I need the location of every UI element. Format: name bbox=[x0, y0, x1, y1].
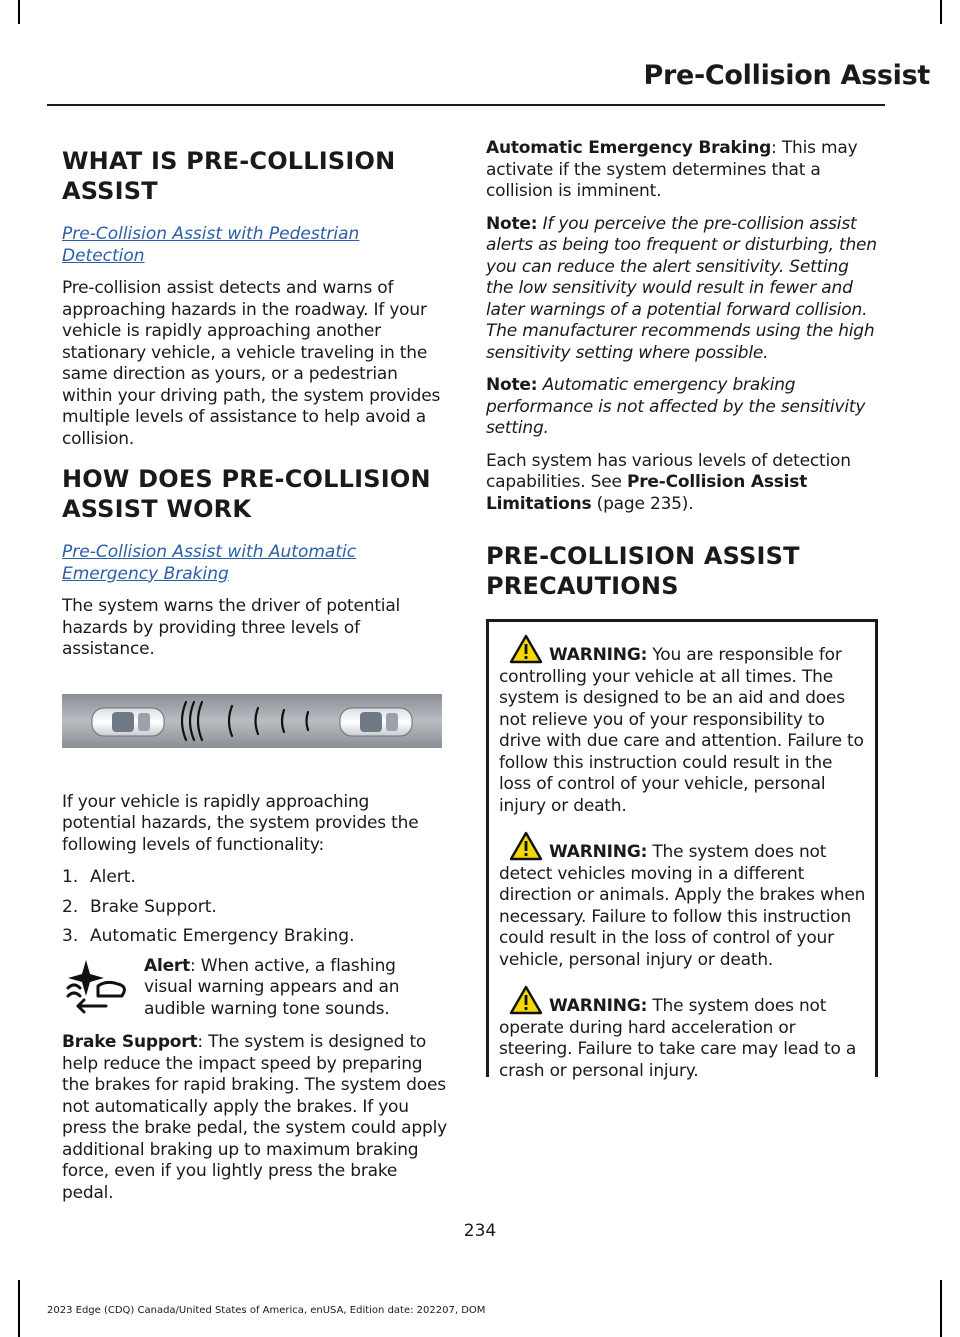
link-automatic-emergency-braking[interactable]: Pre-Collision Assist with Automatic Emergency Braking bbox=[62, 542, 357, 584]
warning-item: WARNING: The system does not detect vehicles moving in a different direction or animals. Apply the brakes when necessary. Failure to follow this instruction could result in the loss of control of your vehicle, personal injury or death. bbox=[499, 831, 867, 971]
crop-mark bbox=[18, 0, 20, 24]
left-column bbox=[62, 138, 447, 1215]
paragraph-functionality: If your vehicle is rapidly approaching potential hazards, the system provides the following levels of functionality: bbox=[62, 791, 419, 855]
header-divider bbox=[47, 104, 885, 106]
cross-reference-limitations[interactable]: Pre-Collision Assist Limitations bbox=[486, 472, 808, 514]
alert-text: : When active, a flashing visual warning appears and an audible warning tone sounds. bbox=[144, 955, 400, 1019]
list-item: 2. Brake Support. bbox=[62, 896, 217, 917]
crop-mark bbox=[940, 0, 942, 24]
note-sensitivity bbox=[486, 214, 878, 365]
paragraph-intro: Pre-collision assist detects and warns of approaching hazards in the roadway. If your vehicle is rapidly approaching another stationary vehicle, a vehicle traveling in the same direction as yours, or a pedestrian within your driving path, the system provides multiple levels of assistance to help avoid a collision. bbox=[62, 278, 441, 449]
warning-item: WARNING: You are responsible for controlling your vehicle at all times. The system is designed to be an aid and does not relieve you of your responsibility to drive with due care and attention. Failure to follow this instruction could result in the loss of control of your vehicle, personal injury or death. bbox=[499, 634, 867, 817]
note-label: Note: bbox=[486, 375, 538, 395]
vehicle-approaching-illustration bbox=[62, 694, 442, 748]
aeb-text: : This may activate if the system determines that a collision is imminent. bbox=[486, 138, 858, 201]
list-item: 3. Automatic Emergency Braking. bbox=[62, 926, 355, 946]
warning-triangle-icon bbox=[509, 831, 543, 861]
alert-term: Alert bbox=[144, 955, 191, 976]
note-label: Note: bbox=[486, 213, 538, 234]
paragraph-aeb bbox=[486, 138, 878, 203]
brake-support-term: Brake Support bbox=[62, 1032, 198, 1052]
section-heading-how-does: HOW DOES PRE-COLLISION ASSIST WORK bbox=[62, 465, 431, 523]
section-heading-what-is: WHAT IS PRE-COLLISION ASSIST bbox=[62, 147, 396, 205]
footer-edition: 2023 Edge (CDQ) Canada/United States of America, enUSA, Edition date: 202207, DOM bbox=[47, 1305, 486, 1316]
crop-mark bbox=[18, 1280, 20, 1337]
crop-mark bbox=[940, 1280, 942, 1337]
section-heading-precautions: PRE-COLLISION ASSIST PRECAUTIONS bbox=[486, 542, 800, 600]
right-column bbox=[486, 138, 878, 1081]
link-pedestrian-detection[interactable]: Pre-Collision Assist with Pedestrian Detection bbox=[62, 224, 360, 266]
levels-list bbox=[62, 867, 447, 948]
alert-description bbox=[62, 956, 447, 1021]
page-header-title: Pre-Collision Assist bbox=[643, 60, 930, 91]
paragraph-brake-support bbox=[62, 1032, 447, 1204]
warnings-box bbox=[486, 619, 878, 1081]
brake-support-text: : The system is designed to help reduce the impact speed by preparing the brakes for rapid braking. The system does not automatically apply the brakes. If you press the brake pedal, the system could apply additional braking up to maximum braking force, even if you lightly press the brake pedal. bbox=[62, 1032, 447, 1203]
note-aeb-performance bbox=[486, 375, 878, 440]
warning-triangle-icon bbox=[509, 985, 543, 1015]
paragraph-three-levels: The system warns the driver of potential hazards by providing three levels of assistance. bbox=[62, 596, 401, 659]
note-text: Automatic emergency braking performance is not affected by the sensitivity setting. bbox=[486, 375, 866, 438]
note-text: If you perceive the pre-collision assist alerts as being too frequent or disturbing, then you can reduce the alert sensitivity. Setting the low sensitivity would result in fewer and later warnings of a potential forward collision. The manufacturer recommends using the high sensitivity setting where possible. bbox=[486, 213, 877, 363]
own-car bbox=[92, 708, 164, 736]
paragraph-detection-levels: Each system has various levels of detection capabilities. See Pre-Collision Assist Limitations (page 235). bbox=[486, 450, 851, 514]
pre-collision-alert-icon bbox=[62, 956, 132, 1016]
list-item: 1. Alert. bbox=[62, 867, 136, 887]
warning-triangle-icon bbox=[509, 634, 543, 664]
warning-item: WARNING: The system does not operate during hard acceleration or steering. Failure to take care may lead to a crash or personal injury. bbox=[499, 985, 867, 1082]
aeb-term: Automatic Emergency Braking bbox=[486, 138, 772, 158]
page-number: 234 bbox=[463, 1221, 497, 1241]
vehicle-ahead bbox=[340, 708, 412, 736]
